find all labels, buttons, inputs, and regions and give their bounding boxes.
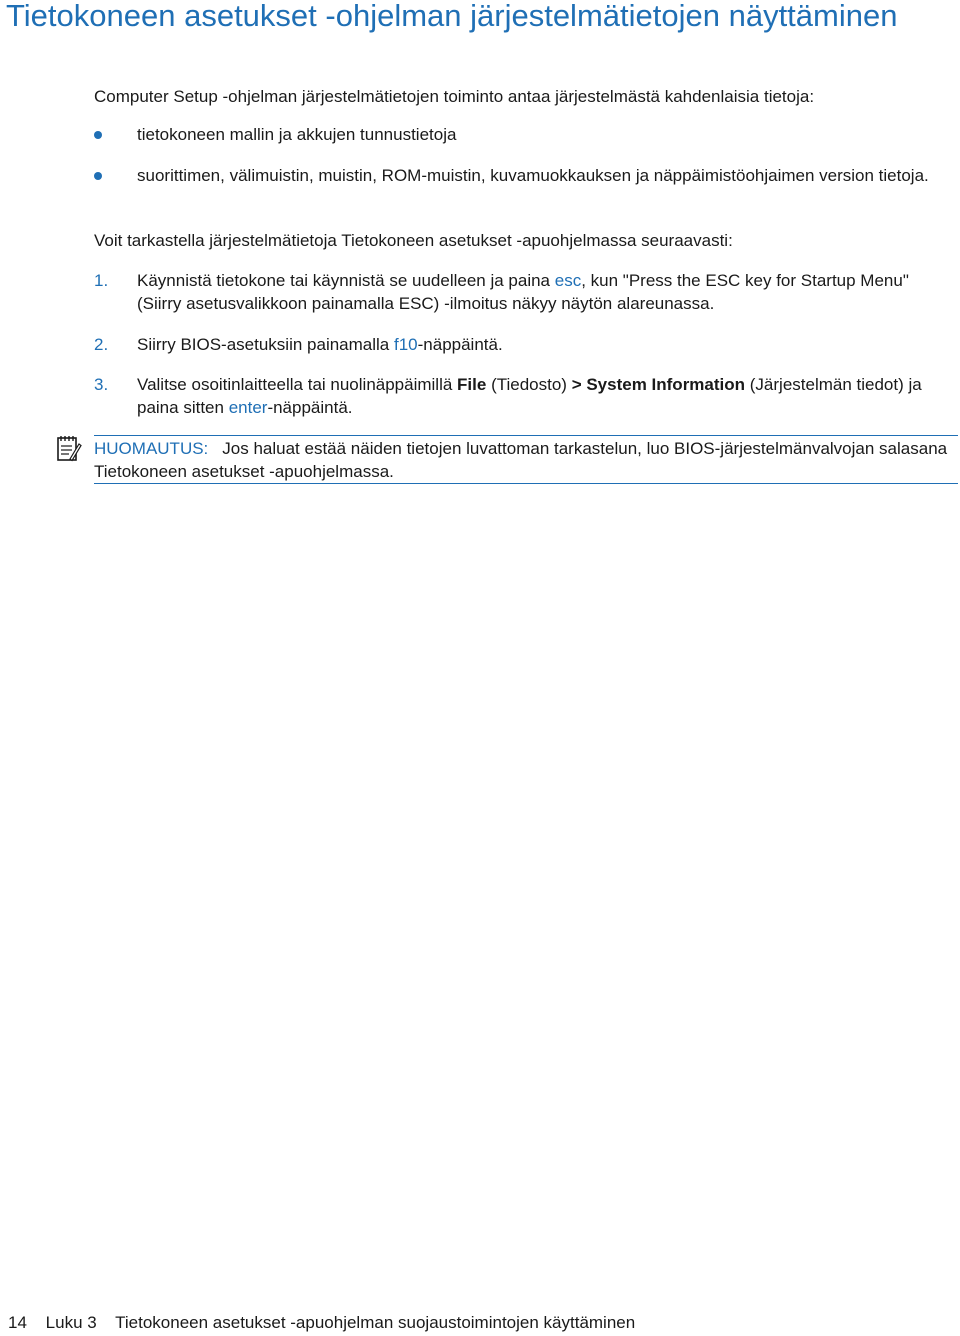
note-pad-icon bbox=[56, 435, 82, 463]
step-text: Siirry BIOS-asetuksiin painamalla f10-näppäintä. bbox=[137, 335, 503, 354]
page-number: 14 bbox=[8, 1313, 27, 1332]
note-box bbox=[94, 437, 956, 483]
key-name: enter bbox=[228, 398, 268, 417]
list-item bbox=[94, 123, 960, 147]
step-item bbox=[94, 269, 956, 315]
step-number: 3. bbox=[94, 375, 109, 394]
chapter-title: Tietokoneen asetukset -apuohjelman suojaustoimintojen käyttäminen bbox=[115, 1313, 636, 1332]
list-item bbox=[94, 164, 960, 212]
step-number: 2. bbox=[94, 335, 109, 354]
note-text: Jos haluat estää näiden tietojen luvattoman tarkastelun, luo BIOS-järjestelmänvalvojan salasana Tietokoneen asetukset -apuohjelmassa. bbox=[94, 439, 948, 481]
intro-text: Computer Setup -ohjelman järjestelmätietojen toiminto antaa järjestelmästä kahdenlaisia tietoja: bbox=[94, 87, 815, 106]
key-name: esc bbox=[554, 271, 582, 290]
note-label: HUOMAUTUS: bbox=[94, 439, 209, 458]
page-footer bbox=[8, 1312, 649, 1334]
key-name: f10 bbox=[393, 335, 418, 354]
instruction-text: Voit tarkastella järjestelmätietoja Tietokoneen asetukset -apuohjelmassa seuraavasti: bbox=[94, 231, 733, 250]
bullet-icon bbox=[94, 172, 102, 180]
page-title: Tietokoneen asetukset -ohjelman järjestelmätietojen näyttäminen bbox=[6, 0, 898, 33]
note-bottom-rule bbox=[94, 483, 958, 484]
chapter-label: Luku 3 bbox=[45, 1313, 97, 1332]
step-text: Käynnistä tietokone tai käynnistä se uudelleen ja paina esc, kun "Press the ESC key for Startup Menu" (Siirry asetusvalikkoon painamalla ESC) -ilmoitus näkyy näytön alareunassa. bbox=[137, 271, 909, 313]
bullet-text: suorittimen, välimuistin, muistin, ROM-muistin, kuvamuokkauksen ja näppäimistöohjaimen version tietoja. bbox=[137, 166, 929, 185]
note-top-rule bbox=[94, 435, 958, 436]
menu-name: File bbox=[457, 375, 487, 394]
step-item bbox=[94, 333, 956, 356]
step-text: Valitse osoitinlaitteella tai nuolinäppäimillä File (Tiedosto) > System Information (Järjestelmän tiedot) ja paina sitten enter-näppäintä. bbox=[137, 375, 922, 417]
step-item bbox=[94, 373, 956, 419]
menu-path: > System Information bbox=[571, 375, 746, 394]
step-number: 1. bbox=[94, 271, 109, 290]
bullet-text: tietokoneen mallin ja akkujen tunnustietoja bbox=[137, 125, 457, 144]
bullet-icon bbox=[94, 131, 102, 139]
